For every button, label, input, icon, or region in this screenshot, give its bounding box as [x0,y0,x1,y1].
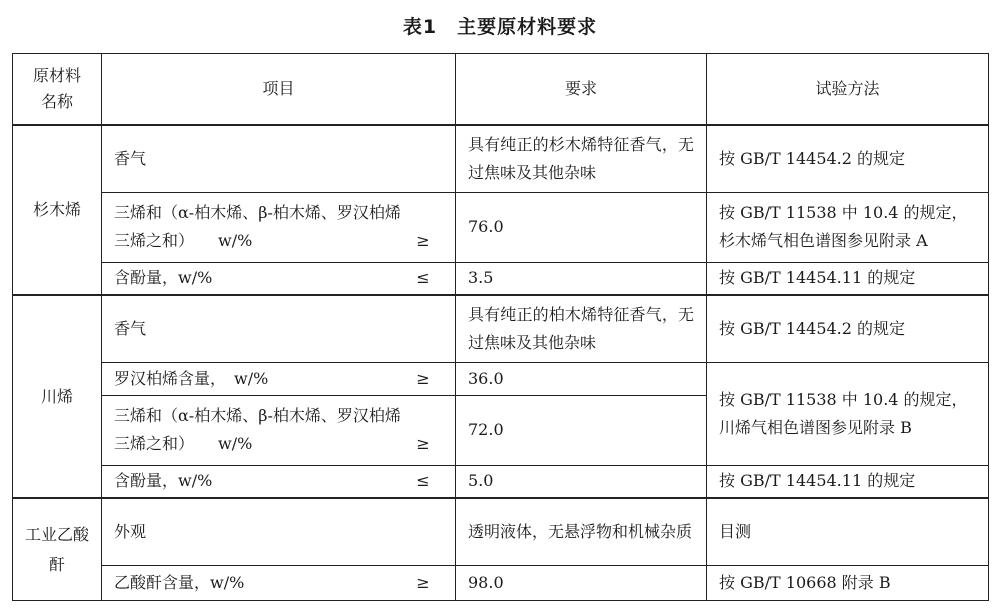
method-cell: 按 GB/T 11538 中 10.4 的规定，杉木烯气相色谱图参见附录 A [707,193,989,263]
table-row [13,262,989,295]
table-row [13,363,989,396]
item-text: 罗汉柏烯含量， w/% [114,369,269,389]
table-row [13,566,989,601]
item-cell [102,295,456,363]
table-row [13,465,989,498]
header-item: 项目 [102,54,456,126]
group-acetic-anhydride [13,498,989,600]
method-cell: 按 GB/T 10668 附录 B [707,566,989,601]
method-cell: 目测 [707,498,989,566]
header-material-line1: 原材料 [32,66,81,85]
table-row [13,193,989,263]
header-row [13,54,989,126]
requirement-cell: 具有纯正的杉木烯特征香气，无过焦味及其他杂味 [456,125,707,193]
table-row [13,295,989,363]
method-cell: 按 GB/T 14454.11 的规定 [707,262,989,295]
item-operator: ≤ [416,471,430,491]
item-cell [102,465,456,498]
item-operator: ≥ [416,573,430,593]
item-text: 香气 [114,319,147,339]
item-cell [102,262,456,295]
item-cell [102,396,456,466]
material-name: 杉木烯 [13,125,102,295]
requirement-cell: 5.0 [456,465,707,498]
item-cell [102,498,456,566]
header-requirement: 要求 [456,54,707,126]
item-cell [102,566,456,601]
requirement-cell: 76.0 [456,193,707,263]
method-cell: 按 GB/T 14454.11 的规定 [707,465,989,498]
material-name: 川烯 [13,295,102,498]
item-text: 含酚量，w/% [114,268,213,288]
requirement-cell: 72.0 [456,396,707,466]
requirement-cell: 具有纯正的柏木烯特征香气，无过焦味及其他杂味 [456,295,707,363]
requirement-cell: 透明液体，无悬浮物和机械杂质 [456,498,707,566]
table-row [13,125,989,193]
item-operator [403,518,443,546]
item-operator: ≥ [416,369,430,389]
item-operator: ≤ [416,268,430,288]
item-operator [403,315,443,343]
item-cell [102,125,456,193]
method-cell: 按 GB/T 11538 中 10.4 的规定，川烯气相色谱图参见附录 B [707,363,989,465]
group-shanmuxi [13,125,989,295]
material-name: 工业乙酸酐 [13,498,102,600]
header-material-line2: 名称 [40,92,73,111]
table-title: 表1 主要原材料要求 [402,16,598,38]
item-text: 含酚量，w/% [114,471,213,491]
table-row [13,498,989,566]
requirement-cell: 36.0 [456,363,707,396]
method-cell: 按 GB/T 14454.2 的规定 [707,295,989,363]
item-cell [102,363,456,396]
item-text: 乙酸酐含量，w/% [114,573,245,593]
item-operator [403,145,443,173]
method-cell: 按 GB/T 14454.2 的规定 [707,125,989,193]
requirement-cell: 98.0 [456,566,707,601]
item-operator: ≥ [416,231,430,251]
header-method: 试验方法 [707,54,989,126]
item-text: 外观 [114,522,147,542]
item-text: 三烯和（α-柏木烯、β-柏木烯、罗汉柏烯三烯之和） w/% [114,406,401,454]
item-text: 三烯和（α-柏木烯、β-柏木烯、罗汉柏烯三烯之和） w/% [114,203,401,251]
requirement-cell: 3.5 [456,262,707,295]
group-chuanxi [13,295,989,498]
item-cell [102,193,456,263]
item-operator: ≥ [416,434,430,454]
materials-table [12,53,989,601]
header-material [13,54,102,126]
item-text: 香气 [114,149,147,169]
